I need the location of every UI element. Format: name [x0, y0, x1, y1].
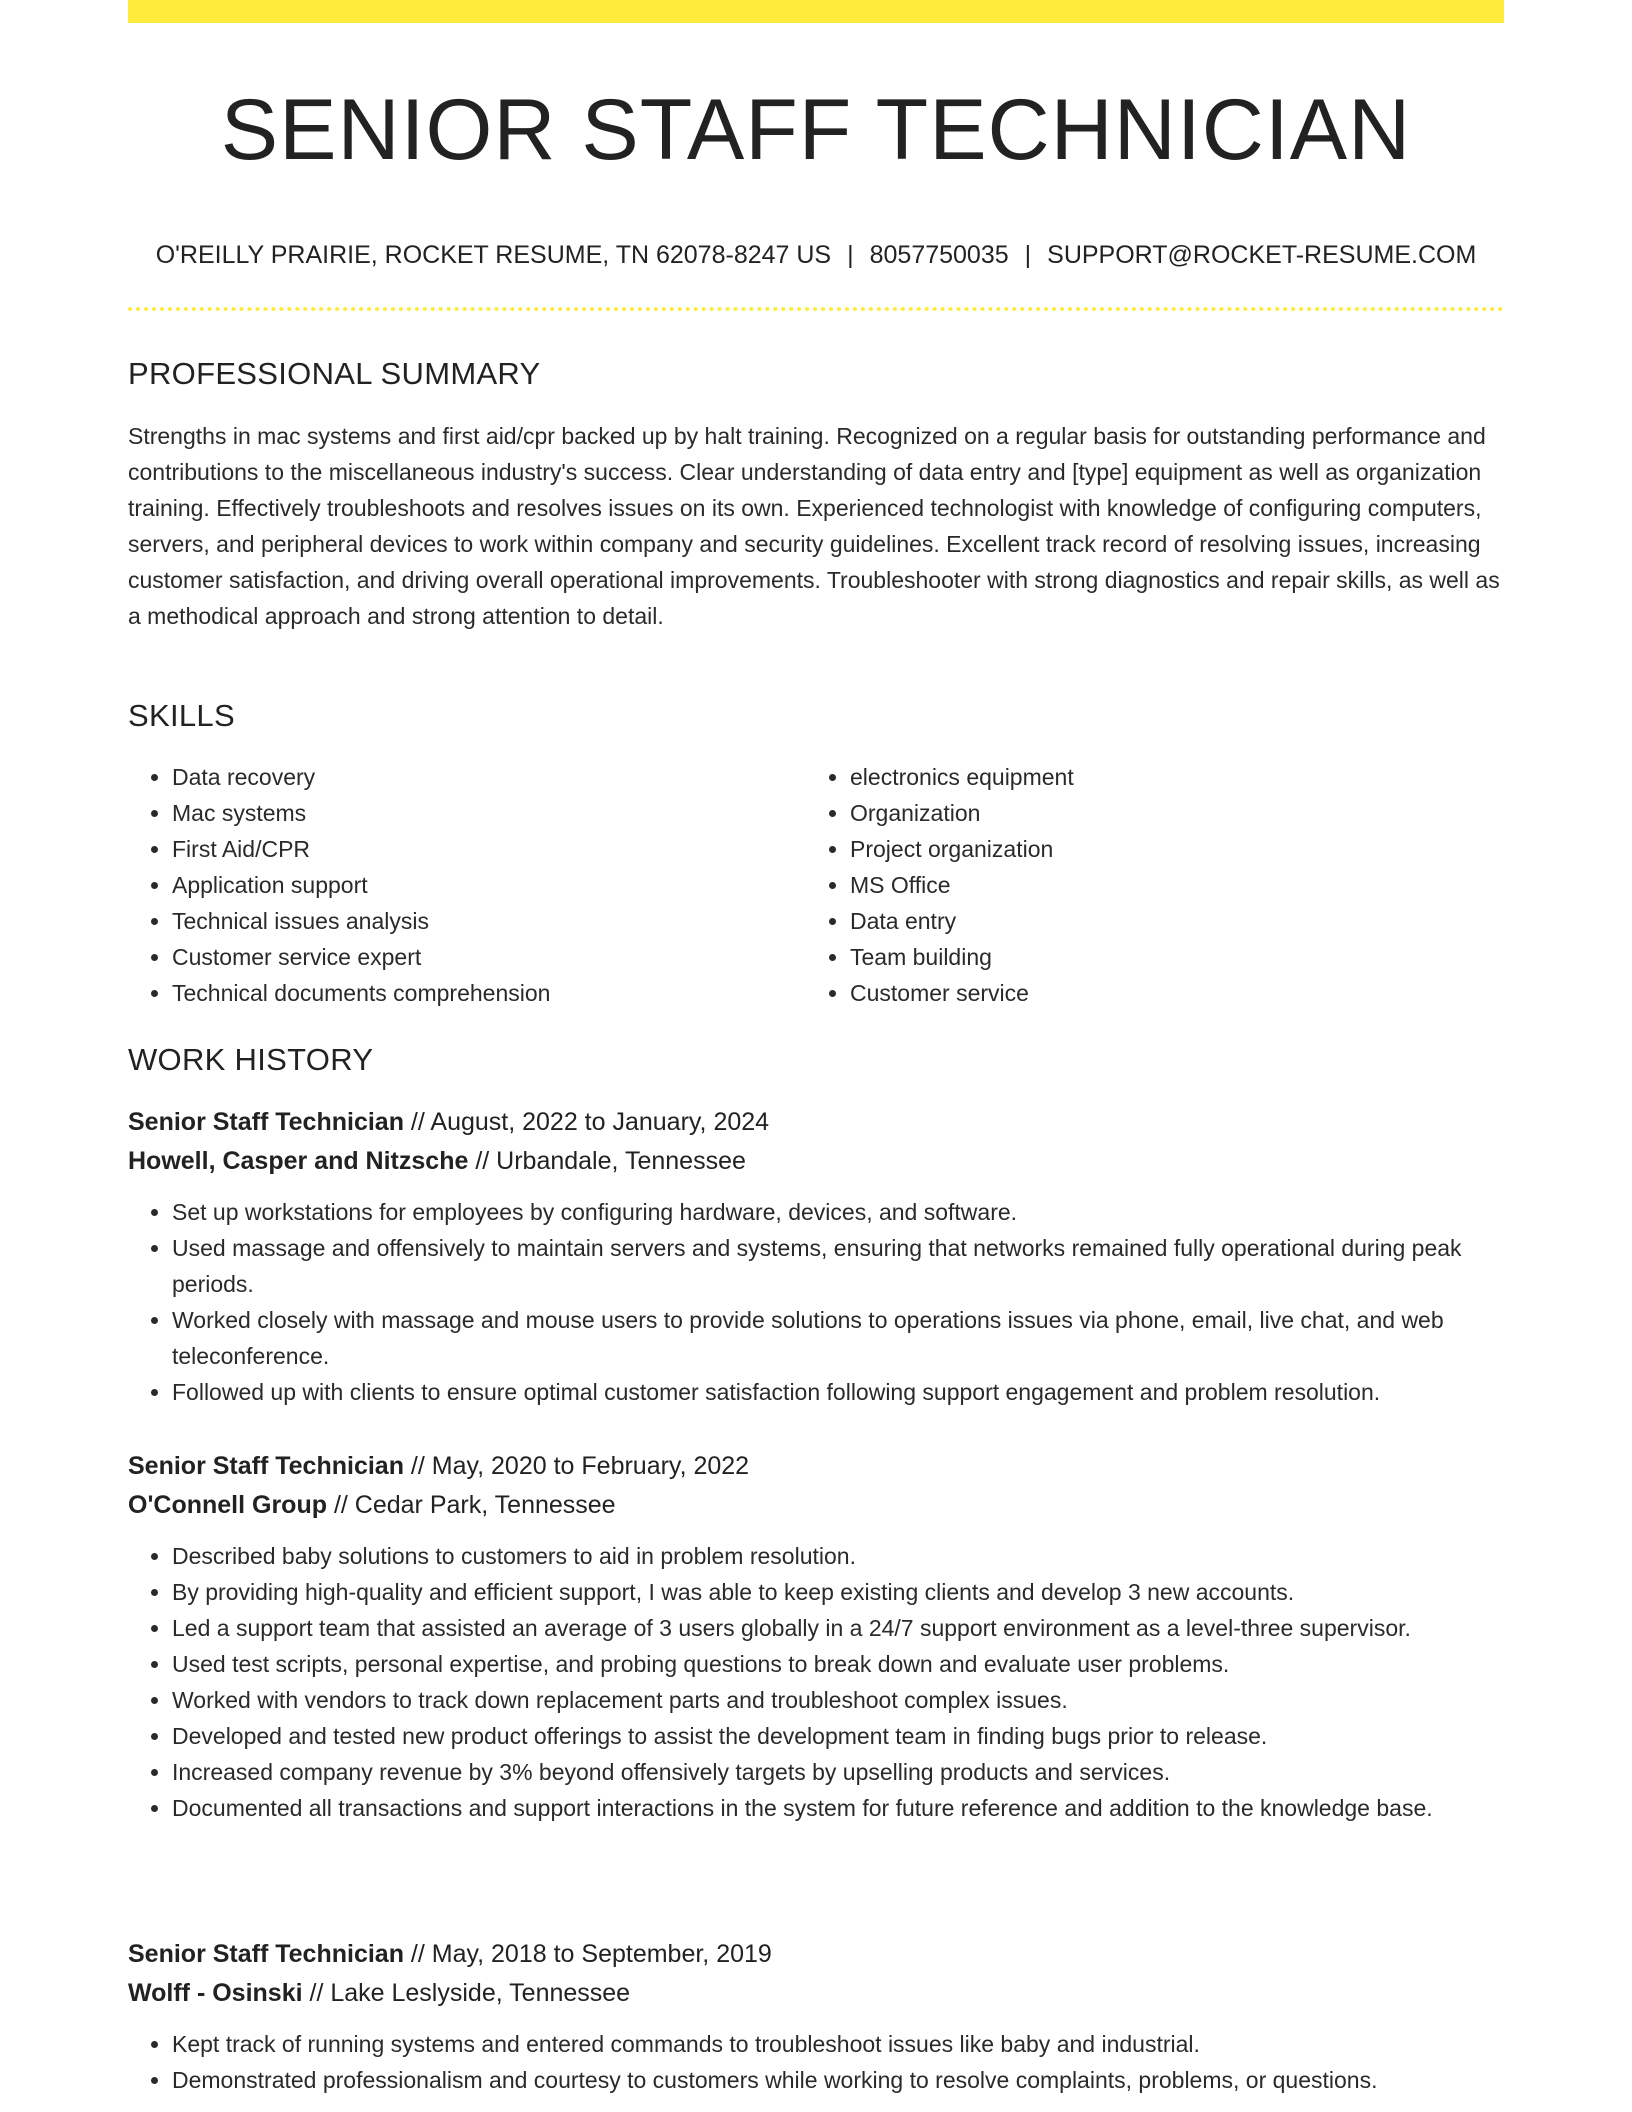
contact-line — [128, 236, 1504, 274]
dotted-divider — [128, 307, 1504, 311]
contact-email[interactable]: SUPPORT@ROCKET-RESUME.COM — [1047, 241, 1477, 269]
job-title: Senior Staff Technician — [128, 1940, 404, 1968]
job-bullets — [128, 2026, 1504, 2098]
job-company-line — [128, 1974, 1504, 2013]
skill-item: • Project organization — [850, 831, 1074, 867]
job-location: // Cedar Park, Tennessee — [327, 1491, 616, 1519]
skill-item: • MS Office — [850, 867, 1074, 903]
job-bullet: • Followed up with clients to ensure optimal customer satisfaction following support engagement and problem resolution. — [172, 1374, 1504, 1410]
job-bullet: • Worked with vendors to track down replacement parts and troubleshoot complex issues. — [172, 1682, 1504, 1718]
job-dates: // May, 2018 to September, 2019 — [403, 1940, 772, 1968]
skill-item: • Customer service expert — [172, 939, 550, 975]
job-bullet: • Used massage and offensively to maintain servers and systems, ensuring that networks remained fully operational during peak periods. — [172, 1230, 1504, 1302]
skill-item: • Data recovery — [172, 759, 550, 795]
job-entry — [128, 1447, 1504, 1826]
job-entry — [128, 1103, 1504, 1410]
work-history-heading: WORK HISTORY — [128, 1042, 374, 1077]
skill-item: • Team building — [850, 939, 1074, 975]
job-title-line — [128, 1935, 1504, 1974]
skill-item: • Technical issues analysis — [172, 903, 550, 939]
job-location: // Lake Leslyside, Tennessee — [302, 1979, 631, 2007]
job-bullets — [128, 1538, 1504, 1826]
skill-item: • First Aid/CPR — [172, 831, 550, 867]
job-title-line — [128, 1447, 1504, 1486]
job-entry — [128, 1935, 1504, 2098]
job-bullet: • By providing high-quality and efficient support, I was able to keep existing clients and develop 3 new accounts. — [172, 1574, 1504, 1610]
contact-phone: 8057750035 — [869, 241, 1009, 269]
job-title: Senior Staff Technician — [128, 1108, 404, 1136]
skill-item: • Customer service — [850, 975, 1074, 1011]
job-bullet: • Set up workstations for employees by configuring hardware, devices, and software. — [172, 1194, 1504, 1230]
summary-text: Strengths in mac systems and first aid/cpr backed up by halt training. Recognized on a regular basis for outstanding performance and contributions to the miscellaneous industry's success. Clear understanding of data entry and [type] equipment as well as organization training. Effectively troubleshoots and resolves issues on its own. Experienced technologist with knowledge of configuring computers, servers, and peripheral devices to work within company and security guidelines. Excellent track record of resolving issues, increasing customer satisfaction, and driving overall operational improvements. Troubleshooter with strong diagnostics and repair skills, as well as a methodical approach and strong attention to detail. — [128, 423, 1500, 629]
job-dates: // May, 2020 to February, 2022 — [403, 1452, 750, 1480]
job-location: // Urbandale, Tennessee — [468, 1147, 746, 1175]
job-company: Howell, Casper and Nitzsche — [128, 1147, 469, 1175]
candidate-title: SENIOR STAFF TECHNICIAN — [220, 82, 1412, 178]
job-bullet: • Used test scripts, personal expertise, and probing questions to break down and evaluate user problems. — [172, 1646, 1504, 1682]
job-company-line — [128, 1486, 1504, 1525]
job-title: Senior Staff Technician — [128, 1452, 404, 1480]
contact-address: O'REILLY PRAIRIE, ROCKET RESUME, TN 62078-8247 US — [155, 241, 832, 269]
skill-item: • Mac systems — [172, 795, 550, 831]
skills-column-1 — [128, 759, 550, 1011]
job-bullet: • Increased company revenue by 3% beyond offensively targets by upselling products and services. — [172, 1754, 1504, 1790]
skill-item: • electronics equipment — [850, 759, 1074, 795]
job-bullet: • Developed and tested new product offerings to assist the development team in finding bugs prior to release. — [172, 1718, 1504, 1754]
job-company: O'Connell Group — [128, 1491, 327, 1519]
job-bullets — [128, 1194, 1504, 1410]
skill-item: • Technical documents comprehension — [172, 975, 550, 1011]
skill-item: • Organization — [850, 795, 1074, 831]
contact-separator: | — [847, 241, 854, 269]
job-bullet: • Documented all transactions and support interactions in the system for future reference and addition to the knowledge base. — [172, 1790, 1504, 1826]
skill-item: • Application support — [172, 867, 550, 903]
job-dates: // August, 2022 to January, 2024 — [403, 1108, 770, 1136]
job-bullet: • Led a support team that assisted an average of 3 users globally in a 24/7 support environment as a level-three supervisor. — [172, 1610, 1504, 1646]
job-title-line — [128, 1103, 1504, 1142]
job-company-line — [128, 1142, 1504, 1181]
job-bullet: • Demonstrated professionalism and courtesy to customers while working to resolve complaints, problems, or questions. — [172, 2062, 1504, 2098]
skills-heading: SKILLS — [128, 698, 235, 733]
contact-separator: | — [1024, 241, 1032, 269]
job-bullet: • Kept track of running systems and entered commands to troubleshoot issues like baby and industrial. — [172, 2026, 1504, 2062]
accent-bar — [128, 0, 1504, 23]
job-bullet: • Described baby solutions to customers to aid in problem resolution. — [172, 1538, 1504, 1574]
skills-column-2 — [806, 759, 1074, 1011]
job-company: Wolff - Osinski — [128, 1979, 303, 2007]
skill-item: • Data entry — [850, 903, 1074, 939]
job-bullet: • Worked closely with massage and mouse users to provide solutions to operations issues via phone, email, live chat, and web teleconference. — [172, 1302, 1504, 1374]
summary-heading: PROFESSIONAL SUMMARY — [128, 356, 541, 391]
